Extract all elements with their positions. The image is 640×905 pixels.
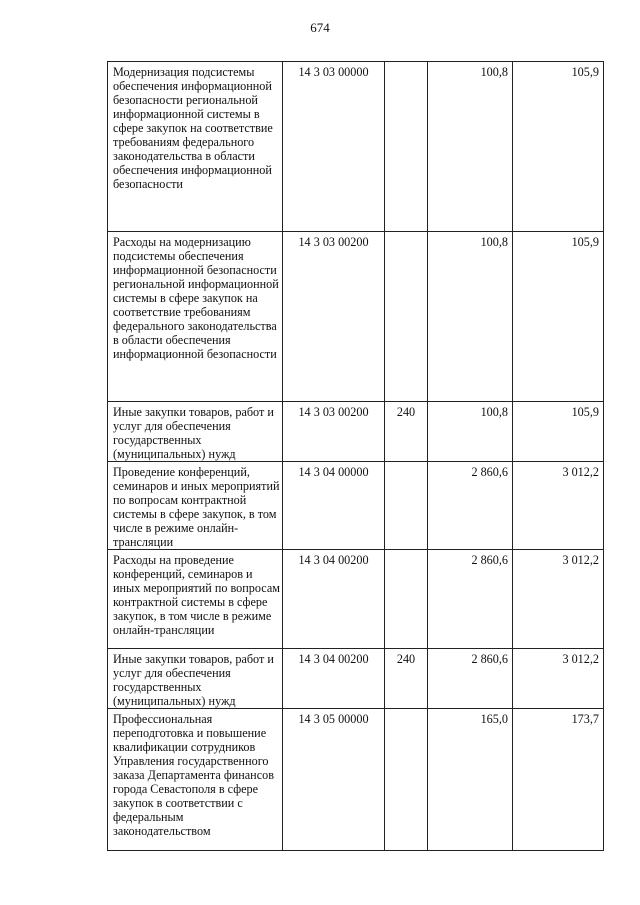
row-value-year2-cell: 105,9 [513,62,604,232]
row-expense-type-cell [385,462,428,550]
page-number: 674 [310,20,330,35]
row-expense-type-cell: 240 [385,402,428,462]
row-value-year2-cell: 3 012,2 [513,550,604,649]
row-value-year1-cell: 2 860,6 [428,550,513,649]
row-code-cell: 14 3 05 00000 [283,709,385,851]
row-value-year1-cell: 100,8 [428,62,513,232]
table-body [108,62,604,851]
row-value-year2-cell: 3 012,2 [513,462,604,550]
row-name-cell: Иные закупки товаров, работ и услуг для обеспечения государственных (муниципальных) нужд [108,402,283,462]
row-name-cell: Расходы на проведение конференций, семинаров и иных мероприятий по вопросам контрактной системы в сфере закупок, в том числе в режиме онлайн-трансляции [108,550,283,649]
table-row [108,649,604,709]
row-name-cell: Проведение конференций, семинаров и иных мероприятий по вопросам контрактной системы в сфере закупок, в том числе в режиме онлайн-трансляции [108,462,283,550]
row-value-year2-cell: 173,7 [513,709,604,851]
table-row [108,402,604,462]
budget-table [107,61,604,851]
row-value-year1-cell: 100,8 [428,402,513,462]
row-expense-type-cell [385,709,428,851]
row-expense-type-cell [385,550,428,649]
row-value-year1-cell: 165,0 [428,709,513,851]
row-code-cell: 14 3 03 00200 [283,402,385,462]
row-code-cell: 14 3 04 00000 [283,462,385,550]
table-row [108,62,604,232]
row-value-year2-cell: 3 012,2 [513,649,604,709]
row-code-cell: 14 3 03 00000 [283,62,385,232]
row-value-year2-cell: 105,9 [513,232,604,402]
row-expense-type-cell [385,62,428,232]
row-code-cell: 14 3 04 00200 [283,649,385,709]
row-code-cell: 14 3 04 00200 [283,550,385,649]
row-value-year2-cell: 105,9 [513,402,604,462]
table-row [108,462,604,550]
row-value-year1-cell: 2 860,6 [428,649,513,709]
row-expense-type-cell [385,232,428,402]
table-row [108,232,604,402]
table-row [108,709,604,851]
row-value-year1-cell: 2 860,6 [428,462,513,550]
row-name-cell: Иные закупки товаров, работ и услуг для обеспечения государственных (муниципальных) нужд [108,649,283,709]
row-value-year1-cell: 100,8 [428,232,513,402]
row-name-cell: Расходы на модернизацию подсистемы обеспечения информационной безопасности региональной информационной системы в сфере закупок на соответствие требованиям федерального законодательства в области обеспечения информационной безопасности [108,232,283,402]
table-row [108,550,604,649]
row-name-cell: Модернизация подсистемы обеспечения информационной безопасности региональной информационной системы в сфере закупок на соответствие требованиям федерального законодательства в области обеспечения информационной безопасности [108,62,283,232]
row-name-cell: Профессиональная переподготовка и повышение квалификации сотрудников Управления государственного заказа Департамента финансов города Севастополя в сфере закупок в соответствии с федеральным законодательством [108,709,283,851]
row-expense-type-cell: 240 [385,649,428,709]
row-code-cell: 14 3 03 00200 [283,232,385,402]
